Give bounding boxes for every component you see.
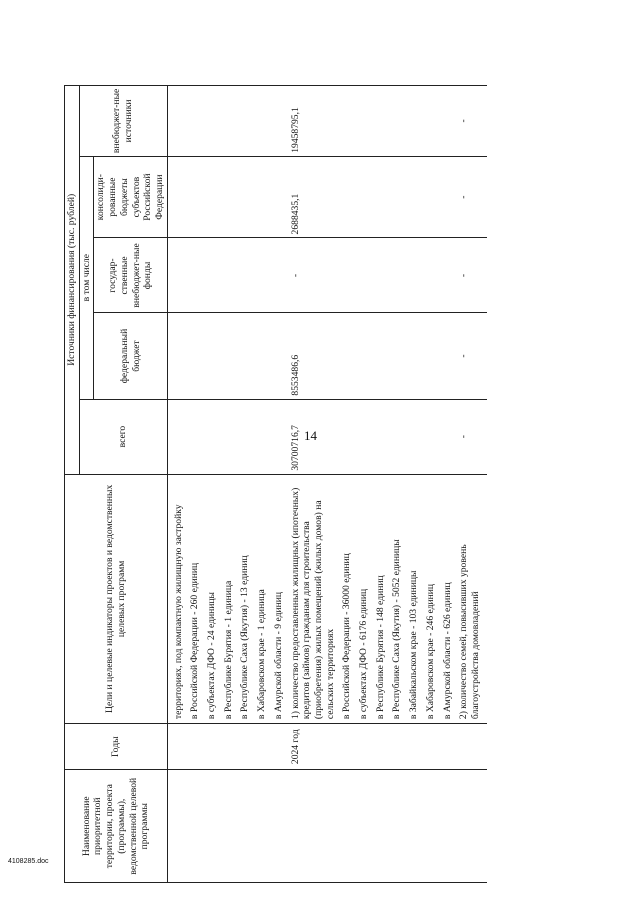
table-row	[391, 86, 408, 883]
value-state-funds: -	[458, 238, 486, 313]
value-federal: -	[458, 313, 486, 399]
table-row-2024	[290, 86, 342, 883]
value-offbudget: -	[458, 86, 486, 157]
value-total: 30700716,7	[290, 399, 342, 474]
header-sources: Источники финансирования (тыс. рублей)	[65, 86, 80, 475]
table-row	[273, 86, 290, 883]
table-row	[189, 86, 206, 883]
indicator-text: в Российской Федерации - 36000 единиц	[341, 474, 358, 723]
value-regional: -	[458, 156, 486, 238]
header-years: Годы	[65, 724, 168, 770]
indicator-text: в Амурской области - 9 единиц	[273, 474, 290, 723]
indicator-text: в Забайкальском крае - 103 единицы	[408, 474, 425, 723]
table-row	[206, 86, 223, 883]
table-row	[358, 86, 375, 883]
table-row	[239, 86, 256, 883]
indicator-text: в Хабаровском крае - 1 единица	[256, 474, 273, 723]
header-offbudget: внебюджет-ные источники	[79, 86, 167, 157]
page-number: 14	[304, 428, 317, 443]
indicator-text: в Республике Саха (Якутия) - 5052 единицы	[391, 474, 408, 723]
indicator-text: в Республике Саха (Якутия) - 13 единиц	[239, 474, 256, 723]
year-cell: 2024 год	[290, 724, 342, 770]
header-name: Наименование приоритетной территории, проекта (программы), ведомственной целевой программы	[65, 770, 168, 883]
file-id: 4108285.doc	[8, 858, 49, 865]
indicator-text: в Республике Бурятия - 1 единица	[223, 474, 240, 723]
indicator-text: в Амурской области - 626 единиц	[442, 474, 459, 723]
table-row	[223, 86, 240, 883]
header-goals: Цели и целевые индикаторы проектов и ведомственных целевых программ	[65, 474, 168, 723]
table-row	[341, 86, 358, 883]
indicator-text: в Российской Федерации - 260 единиц	[189, 474, 206, 723]
indicator-text: в субъектах ДФО - 24 единицы	[206, 474, 223, 723]
value-offbudget: 19458795,1	[290, 86, 342, 157]
header-state-funds: государ-ственные внебюджет-ные фонды	[94, 238, 167, 313]
header-regional: консолиди-рованные бюджеты субъектов Российской Федерации	[94, 156, 167, 238]
table-row	[173, 86, 190, 883]
value-total: -	[458, 399, 486, 474]
value-state-funds: -	[290, 238, 342, 313]
table-row	[408, 86, 425, 883]
table-row	[425, 86, 442, 883]
table-row	[375, 86, 392, 883]
indicator-text: территориях, под компактную жилищную застройку	[173, 474, 190, 723]
header-federal: федеральный бюджет	[94, 313, 167, 399]
indicator-text: 2) количество семей, повысивших уровень благоустройства домовладений	[458, 474, 486, 723]
value-regional: 2688435,1	[290, 156, 342, 238]
indicator-text: в субъектах ДФО - 6176 единиц	[358, 474, 375, 723]
indicator-text: в Хабаровском крае - 246 единиц	[425, 474, 442, 723]
rotated-table-page	[64, 85, 640, 883]
header-total: всего	[79, 399, 167, 474]
indicator-text: в Республике Бурятия - 148 единиц	[375, 474, 392, 723]
table-row	[256, 86, 273, 883]
value-federal: 8553486,6	[290, 313, 342, 399]
financing-table	[64, 85, 487, 883]
table-row	[442, 86, 459, 883]
indicator-text: 1) количество предоставленных жилищных (ипотечных) кредитов (займов) гражданам для строительства (приобретения) жилых помещений (жилых домов) на сельских территориях	[290, 474, 342, 723]
header-including: в том числе	[79, 156, 94, 399]
table-row-households	[458, 86, 486, 883]
